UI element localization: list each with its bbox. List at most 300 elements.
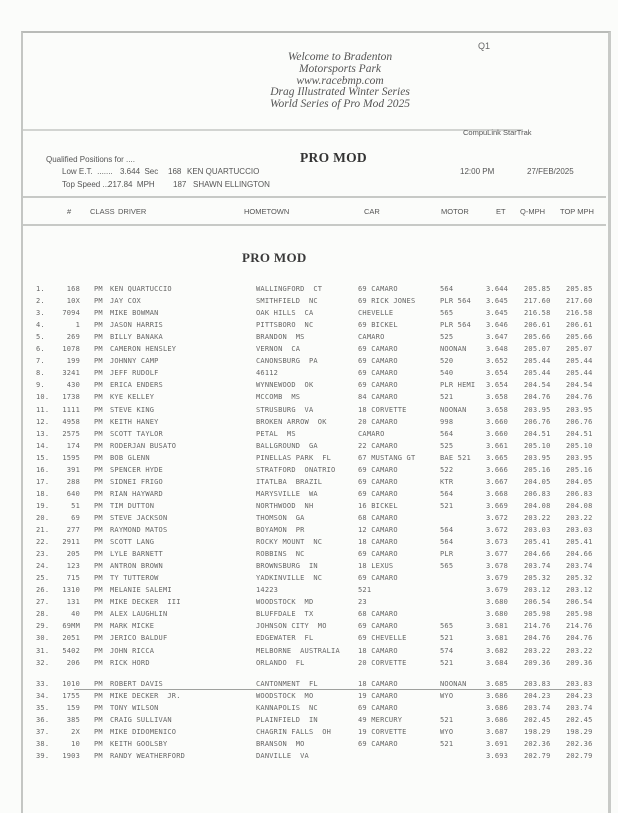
cell-q-mph: 204.05: [524, 477, 551, 486]
cell-class: PM: [94, 501, 103, 510]
cell-top-mph: 206.54: [566, 598, 593, 607]
cell-driver: SPENCER HYDE: [110, 465, 163, 474]
cell-class: PM: [94, 538, 103, 547]
cell-et: 3.648: [486, 345, 509, 354]
cell-motor: 525: [440, 441, 454, 450]
cell-driver: SIDNEI FRIGO: [110, 477, 163, 486]
cell-hometown: ORLANDO FL: [256, 658, 305, 667]
cell-car: 18 CAMARO: [358, 646, 398, 655]
cell-hometown: MARYSVILLE WA: [256, 489, 318, 498]
table-row: [0, 502, 618, 514]
cell-et: 3.660: [486, 429, 509, 438]
cell-motor: NOONAN: [440, 679, 467, 688]
cell-car-number: 174: [66, 441, 80, 450]
cell-car: 69 CAMARO: [358, 381, 398, 390]
cell-q-mph: 206.61: [524, 321, 551, 330]
cell-et: 3.669: [486, 501, 509, 510]
cell-top-mph: 203.95: [566, 405, 593, 414]
cell-car: CHEVELLE: [358, 309, 394, 318]
cell-class: PM: [94, 285, 103, 293]
table-row: [0, 728, 618, 740]
cell-car-number: 4958: [62, 417, 80, 426]
cell-driver: RANDY WEATHERFORD: [110, 751, 186, 760]
cell-car: 18 CAMARO: [358, 538, 398, 547]
cell-car-number: 1: [75, 321, 80, 330]
cell-top-mph: 206.76: [566, 417, 593, 426]
cell-class: PM: [94, 586, 103, 595]
series-line: Drag Illustrated Winter Series: [270, 86, 410, 99]
cell-hometown: 14223: [256, 586, 279, 595]
cell-q-mph: 205.32: [524, 574, 551, 583]
cell-et: 3.681: [486, 634, 509, 643]
cell-car: 69 CHEVELLE: [358, 634, 407, 643]
cell-hometown: PINELLAS PARK FL: [256, 453, 332, 462]
event-line: World Series of Pro Mod 2025: [269, 98, 411, 111]
cell-class: PM: [94, 393, 103, 402]
cell-et: 3.652: [486, 357, 509, 366]
cell-et: 3.660: [486, 417, 509, 426]
cell-q-mph: 198.29: [524, 727, 551, 736]
cell-et: 3.658: [486, 393, 509, 402]
cell-hometown: CANTONMENT FL: [256, 679, 318, 688]
cell-driver: TY TUTTEROW: [110, 574, 159, 583]
table-row: [0, 333, 618, 345]
cell-et: 3.672: [486, 513, 509, 522]
table-row: [0, 285, 618, 297]
cell-car-number: 385: [66, 715, 80, 724]
cell-car: 69 CAMARO: [358, 285, 398, 293]
cell-motor: 521: [440, 739, 454, 748]
table-row: [0, 309, 618, 321]
cell-hometown: OAK HILLS CA: [256, 309, 314, 318]
cell-et: 3.677: [486, 550, 509, 559]
cell-driver: CRAIG SULLIVAN: [110, 715, 172, 724]
cell-top-mph: 203.74: [566, 562, 593, 571]
cell-motor: PLR 564: [440, 321, 471, 330]
cell-hometown: YADKINVILLE NC: [256, 574, 323, 583]
cell-driver: JAY COX: [110, 297, 141, 306]
table-row: [0, 526, 618, 538]
cell-position: 34.: [36, 691, 50, 700]
cell-car-number: 2911: [62, 538, 80, 547]
cell-et: 3.665: [486, 453, 509, 462]
cell-car: 16 BICKEL: [358, 501, 398, 510]
cell-top-mph: 205.44: [566, 357, 593, 366]
cell-driver: MIKE DIDOMENICO: [110, 727, 177, 736]
table-row: [0, 478, 618, 490]
cell-q-mph: 206.83: [524, 489, 551, 498]
cell-car: 12 CAMARO: [358, 526, 398, 534]
cell-hometown: BROWNSBURG IN: [256, 562, 318, 571]
cell-top-mph: 206.83: [566, 489, 593, 498]
table-row: [0, 297, 618, 309]
cell-driver: STEVE KING: [110, 405, 155, 414]
table-row: [0, 586, 618, 598]
table-row: [0, 562, 618, 574]
cell-q-mph: 202.79: [524, 751, 551, 760]
cell-car-number: 1903: [62, 751, 80, 760]
cell-hometown: WALLINGFORD CT: [256, 285, 323, 293]
cell-hometown: CANONSBURG PA: [256, 357, 318, 366]
timing-system-brand: CompuLink StarTrak: [463, 128, 532, 137]
cell-top-mph: 202.45: [566, 715, 593, 724]
cell-position: 23.: [36, 550, 50, 559]
cell-position: 2.: [36, 297, 45, 306]
cell-driver: LYLE BARNETT: [110, 550, 163, 559]
cell-car-number: 168: [66, 285, 80, 293]
cell-class: PM: [94, 550, 103, 559]
cell-car-number: 131: [66, 598, 80, 607]
cell-driver: KEITH GOOLSBY: [110, 739, 168, 748]
cell-car: 23: [358, 598, 367, 607]
cell-et: 3.693: [486, 751, 509, 760]
cell-position: 33.: [36, 679, 50, 688]
cell-driver: RIAN HAYWARD: [110, 489, 163, 498]
table-row: [0, 740, 618, 752]
cell-hometown: DANVILLE VA: [256, 751, 309, 760]
cell-top-mph: 203.22: [566, 513, 593, 522]
cell-top-mph: 204.05: [566, 477, 593, 486]
cell-class: PM: [94, 345, 103, 354]
cell-car: 69 BICKEL: [358, 321, 398, 330]
cell-position: 29.: [36, 622, 50, 631]
cell-top-mph: 214.76: [566, 622, 593, 631]
cell-class: PM: [94, 679, 103, 688]
cell-position: 13.: [36, 429, 50, 438]
table-row: [0, 406, 618, 418]
cell-q-mph: 205.66: [524, 333, 551, 342]
cell-position: 1.: [36, 285, 45, 293]
cell-position: 15.: [36, 453, 50, 462]
cell-car: 49 MERCURY: [358, 715, 403, 724]
cell-driver: MIKE DECKER JR.: [110, 691, 181, 700]
cell-q-mph: 205.07: [524, 345, 551, 354]
cell-q-mph: 203.74: [524, 562, 551, 571]
cell-motor: 564: [440, 429, 454, 438]
cell-car: 18 LEXUS: [358, 562, 394, 571]
cell-car: 69 CAMARO: [358, 574, 398, 583]
cell-hometown: EDGEWATER FL: [256, 634, 314, 643]
cell-class: PM: [94, 381, 103, 390]
cell-hometown: JOHNSON CITY MO: [256, 622, 327, 631]
cell-class: PM: [94, 574, 103, 583]
cell-driver: JOHNNY CAMP: [110, 357, 159, 366]
table-row: [0, 550, 618, 562]
cell-top-mph: 205.41: [566, 538, 593, 547]
cell-q-mph: 204.51: [524, 429, 551, 438]
cell-q-mph: 205.44: [524, 357, 551, 366]
cell-driver: TONY WILSON: [110, 703, 159, 712]
cell-car-number: 2X: [71, 727, 80, 736]
cell-et: 3.646: [486, 321, 509, 330]
table-row: [0, 442, 618, 454]
cell-motor: PLR: [440, 550, 454, 559]
cell-car: 69 CAMARO: [358, 739, 398, 748]
cell-car-number: 206: [66, 658, 80, 667]
cell-driver: ERICA ENDERS: [110, 381, 163, 390]
event-header: [240, 52, 440, 111]
cell-car: 19 CAMARO: [358, 691, 398, 700]
cell-car: 22 CAMARO: [358, 441, 398, 450]
cell-q-mph: 205.98: [524, 610, 551, 619]
cell-motor: PLR HEMI: [440, 381, 476, 390]
cell-q-mph: 216.58: [524, 309, 551, 318]
cell-position: 18.: [36, 489, 50, 498]
section-title: PRO MOD: [242, 250, 307, 265]
cell-driver: STEVE JACKSON: [110, 513, 168, 522]
cell-motor: 564: [440, 489, 454, 498]
table-row: [0, 716, 618, 728]
report-date: 27/FEB/2025: [527, 167, 574, 176]
cell-q-mph: 204.54: [524, 381, 551, 390]
cell-top-mph: 216.58: [566, 309, 593, 318]
cell-car-number: 391: [66, 465, 80, 474]
cell-class: PM: [94, 526, 103, 534]
cell-class: PM: [94, 477, 103, 486]
cell-position: 35.: [36, 703, 50, 712]
cell-q-mph: 205.41: [524, 538, 551, 547]
cell-top-mph: 203.95: [566, 453, 593, 462]
cell-top-mph: 205.44: [566, 369, 593, 378]
column-header-q-mph: Q-MPH: [520, 207, 545, 216]
cell-class: PM: [94, 634, 103, 643]
cell-et: 3.685: [486, 679, 509, 688]
cell-class: PM: [94, 727, 103, 736]
track-name-line: Motorsports Park: [298, 62, 382, 75]
cell-et: 3.686: [486, 715, 509, 724]
table-row: [0, 704, 618, 716]
cell-hometown: BOYAMON PR: [256, 526, 305, 534]
cell-top-mph: 205.98: [566, 610, 593, 619]
cell-et: 3.680: [486, 598, 509, 607]
cell-motor: 574: [440, 646, 454, 655]
cell-q-mph: 204.76: [524, 634, 551, 643]
table-row: [0, 393, 618, 405]
cell-motor: 521: [440, 715, 454, 724]
cell-hometown: ROCKY MOUNT NC: [256, 538, 323, 547]
cell-car-number: 288: [66, 477, 80, 486]
cell-driver: JEFF RUDOLF: [110, 369, 159, 378]
cell-car-number: 7094: [62, 309, 80, 318]
cell-car-number: 10X: [66, 297, 80, 306]
class-title: PRO MOD: [300, 150, 367, 165]
cell-class: PM: [94, 598, 103, 607]
cell-hometown: NORTHWOOD NH: [256, 501, 314, 510]
cell-hometown: CHAGRIN FALLS OH: [256, 727, 332, 736]
cell-driver: JERICO BALDUF: [110, 634, 168, 643]
cell-class: PM: [94, 646, 103, 655]
cell-position: 8.: [36, 369, 45, 378]
cell-position: 38.: [36, 739, 50, 748]
column-header-number: #: [67, 207, 72, 216]
cell-q-mph: 214.76: [524, 622, 551, 631]
cell-top-mph: 217.60: [566, 297, 593, 306]
cell-top-mph: 205.66: [566, 333, 593, 342]
cell-et: 3.666: [486, 465, 509, 474]
cell-car: 521: [358, 586, 372, 595]
cell-q-mph: 203.95: [524, 405, 551, 414]
top-speed-car-number: 187: [173, 180, 187, 189]
cell-hometown: 46112: [256, 369, 279, 378]
cell-q-mph: 202.45: [524, 715, 551, 724]
cell-top-mph: 206.61: [566, 321, 593, 330]
cell-driver: RODERJAN BUSATO: [110, 441, 177, 450]
cell-car-number: 430: [66, 381, 80, 390]
cell-driver: BILLY BANAKA: [110, 333, 163, 342]
cell-q-mph: 203.22: [524, 513, 551, 522]
cell-driver: RICK HORD: [110, 658, 150, 667]
column-header-motor: MOTOR: [441, 207, 469, 216]
cell-motor: BAE 521: [440, 453, 471, 462]
table-row: [0, 610, 618, 622]
cell-driver: MIKE DECKER III: [110, 598, 181, 607]
cell-car: 69 CAMARO: [358, 369, 398, 378]
cell-car: 69 CAMARO: [358, 489, 398, 498]
cell-car: 19 CORVETTE: [358, 727, 407, 736]
cell-hometown: MELBORNE AUSTRALIA: [256, 646, 340, 655]
cell-q-mph: 217.60: [524, 297, 551, 306]
cell-hometown: BROKEN ARROW OK: [256, 417, 327, 426]
cell-car-number: 640: [66, 489, 80, 498]
cell-et: 3.691: [486, 739, 509, 748]
cell-et: 3.678: [486, 562, 509, 571]
cell-driver: KYE KELLEY: [110, 393, 155, 402]
cell-top-mph: 203.03: [566, 526, 593, 534]
cell-car: CAMARO: [358, 333, 385, 342]
cell-et: 3.672: [486, 526, 509, 534]
cell-class: PM: [94, 513, 103, 522]
cell-motor: 540: [440, 369, 454, 378]
cell-motor: 521: [440, 393, 454, 402]
cell-car: 69 CAMARO: [358, 703, 398, 712]
divider: [23, 196, 606, 198]
cell-q-mph: 205.10: [524, 441, 551, 450]
cell-driver: MELANIE SALEMI: [110, 586, 172, 595]
cell-motor: NOONAN: [440, 405, 467, 414]
cell-et: 3.673: [486, 538, 509, 547]
cell-motor: 521: [440, 658, 454, 667]
cell-q-mph: 204.23: [524, 691, 551, 700]
cell-position: 31.: [36, 646, 50, 655]
cell-class: PM: [94, 489, 103, 498]
cell-class: PM: [94, 297, 103, 306]
cell-motor: PLR 564: [440, 297, 471, 306]
cell-car-number: 205: [66, 550, 80, 559]
cell-car: 20 CAMARO: [358, 417, 398, 426]
cell-et: 3.661: [486, 441, 509, 450]
cell-car-number: 269: [66, 333, 80, 342]
cell-car-number: 1738: [62, 393, 80, 402]
cell-position: 25.: [36, 574, 50, 583]
cell-driver: RAYMOND MATOS: [110, 526, 168, 534]
cell-hometown: BRANDON MS: [256, 333, 305, 342]
cell-top-mph: 203.22: [566, 646, 593, 655]
page-marker: Q1: [478, 41, 491, 51]
divider: [23, 224, 606, 226]
cell-motor: WYO: [440, 691, 454, 700]
cell-q-mph: 204.08: [524, 501, 551, 510]
cell-motor: 564: [440, 538, 454, 547]
cell-et: 3.680: [486, 610, 509, 619]
cell-class: PM: [94, 610, 103, 619]
cell-car: 68 CAMARO: [358, 513, 398, 522]
cell-motor: 565: [440, 622, 454, 631]
cell-hometown: BRANSON MO: [256, 739, 305, 748]
cell-hometown: PETAL MS: [256, 429, 296, 438]
cell-hometown: STRATFORD ONATRIO: [256, 465, 336, 474]
cell-motor: 520: [440, 357, 454, 366]
cell-et: 3.667: [486, 477, 509, 486]
cell-car: 18 CORVETTE: [358, 405, 407, 414]
cell-motor: 564: [440, 526, 454, 534]
cell-position: 30.: [36, 634, 50, 643]
cell-class: PM: [94, 333, 103, 342]
cell-driver: CAMERON HENSLEY: [110, 345, 177, 354]
column-header-car: CAR: [364, 207, 380, 216]
cell-top-mph: 204.76: [566, 634, 593, 643]
cell-q-mph: 203.74: [524, 703, 551, 712]
table-row: [0, 430, 618, 442]
cell-top-mph: 203.83: [566, 679, 593, 688]
cell-car-number: 277: [66, 526, 80, 534]
cell-q-mph: 209.36: [524, 658, 551, 667]
cell-top-mph: 204.23: [566, 691, 593, 700]
cell-class: PM: [94, 321, 103, 330]
cell-position: 21.: [36, 526, 50, 534]
table-row: [0, 514, 618, 526]
column-header-hometown: HOMETOWN: [244, 207, 290, 216]
cell-q-mph: 204.76: [524, 393, 551, 402]
cell-et: 3.668: [486, 489, 509, 498]
cell-position: 20.: [36, 513, 50, 522]
cell-driver: ALEX LAUGHLIN: [110, 610, 168, 619]
cell-position: 7.: [36, 357, 45, 366]
cell-car-number: 5402: [62, 646, 80, 655]
table-row: [0, 454, 618, 466]
cell-class: PM: [94, 417, 103, 426]
table-row: [0, 345, 618, 357]
qualifying-cutoff-line: [74, 689, 582, 690]
cell-hometown: KANNAPOLIS NC: [256, 703, 318, 712]
cell-motor: KTR: [440, 477, 454, 486]
cell-car: 84 CAMARO: [358, 393, 398, 402]
low-et-driver: KEN QUARTUCCIO: [187, 167, 260, 176]
cell-top-mph: 202.36: [566, 739, 593, 748]
cell-car-number: 69: [71, 513, 80, 522]
welcome-line: Welcome to Bradenton: [287, 51, 393, 63]
cell-driver: KEN QUARTUCCIO: [110, 285, 172, 293]
cell-et: 3.654: [486, 369, 509, 378]
cell-motor: 565: [440, 562, 454, 571]
cell-et: 3.687: [486, 727, 509, 736]
cell-hometown: VERNON CA: [256, 345, 301, 354]
cell-q-mph: 205.16: [524, 465, 551, 474]
cell-motor: 522: [440, 465, 454, 474]
cell-driver: MIKE BOWMAN: [110, 309, 159, 318]
cell-hometown: PLAINFIELD IN: [256, 715, 318, 724]
table-row: [0, 634, 618, 646]
cell-car-number: 1010: [62, 679, 80, 688]
cell-class: PM: [94, 715, 103, 724]
cell-driver: ANTRON BROWN: [110, 562, 163, 571]
cell-motor: 565: [440, 309, 454, 318]
cell-top-mph: 203.12: [566, 586, 593, 595]
cell-et: 3.686: [486, 691, 509, 700]
cell-class: PM: [94, 703, 103, 712]
cell-q-mph: 203.03: [524, 526, 551, 534]
cell-car-number: 123: [66, 562, 80, 571]
cell-position: 22.: [36, 538, 50, 547]
